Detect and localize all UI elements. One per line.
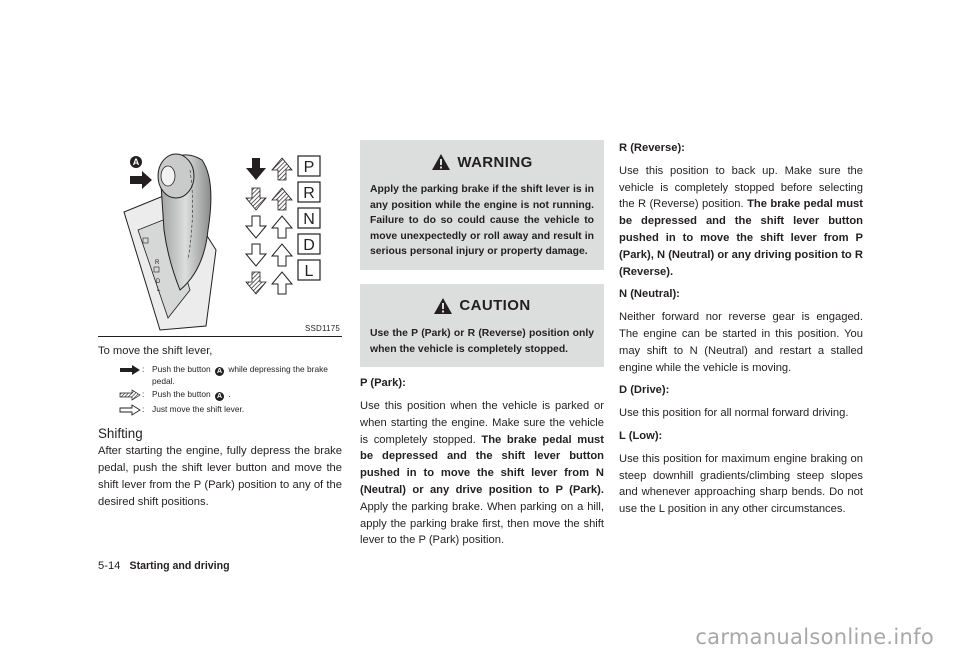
svg-text:R: R [155,260,160,266]
caution-text: Use the P (Park) or R (Reverse) position only when the vehicle is completely stopped. [370,327,594,355]
outline-arrow-icon [118,404,142,416]
gear-letter-p: P [303,159,315,176]
warning-icon [431,153,451,171]
hatched-arrow-icon [118,389,142,401]
gear-letter-r: R [303,185,315,202]
arrow-row-r [246,182,320,210]
legend-text-post: . [228,389,231,400]
reverse-text: Use this position to back up. Make sure the vehicle is completely stopped before selecting the R (Reverse) position. [619,164,863,211]
button-a-badge: A [216,393,223,401]
svg-text:L: L [157,287,161,293]
shift-lever-illustration [98,140,342,336]
gear-letter-n: N [303,211,315,228]
shifting-paragraph: After starting the engine, fully depress the brake pedal, push the shift lever button and move the shift lever from the P (Park) position to any of the desired shift positions. [98,445,342,508]
warning-text: Apply the parking brake if the shift lever is in any position while the engine is not running. Failure to do so could cause the vehicle to move unexpectedly or roll away and result in serious personal injury or property damage. [370,184,594,258]
callout-a-label: A [132,157,140,167]
reverse-paragraph [619,163,863,281]
legend-text-pre: Just move the shift lever. [152,404,245,415]
legend-item: : Push the button A while depressing the brake pedal. [98,364,342,386]
neutral-heading: N (Neutral): [619,288,680,301]
caution-icon [433,297,453,315]
legend-intro: To move the shift lever, [98,345,213,357]
drive-heading: D (Drive): [619,384,670,397]
column-left [98,140,342,510]
reverse-bold-text: The brake pedal must be depressed and the shift lever button pushed in to move the shift lever from P (Park), N (Neutral) or any driving position to R (Reverse). [619,198,863,278]
button-a-badge: A [216,367,223,375]
arrow-legend [98,364,342,416]
svg-text:D: D [156,279,161,285]
park-paragraph [360,398,604,549]
gear-letter-l: L [304,263,314,280]
legend-item: : Just move the shift lever. [98,404,342,416]
warning-title: WARNING [457,153,533,171]
drive-paragraph: Use this position for all normal forward driving. [619,407,849,420]
section-name: Starting and driving [129,560,230,572]
neutral-paragraph: Neither forward nor reverse gear is engaged. The engine can be started in this position. You may shift to N (Neutral) and restart a stalled engine while the vehicle is moving. [619,311,863,374]
column-right [619,140,863,518]
legend-text-pre: Push the button [152,389,211,400]
column-middle [360,140,604,549]
legend-text-post: while depressing the brake pedal. [152,363,328,386]
park-text: Use this position when the vehicle is parked or when starting the engine. Make sure the vehicle is completely stopped. [360,399,604,446]
page-number: 5-14 [98,560,121,572]
figure-id: SSD1175 [304,324,340,333]
watermark: carmanualsonline.info [695,625,934,649]
solid-arrow-icon [118,364,142,376]
low-heading: L (Low): [619,429,663,442]
park-bold-text: The brake pedal must be depressed and the shift lever button pushed in to move the shift lever from N (Neutral) or any drive position to P (Park). [360,433,604,496]
legend-item: : Push the button A . [98,389,342,401]
caution-box [360,284,604,367]
gear-letter-d: D [303,237,315,254]
low-paragraph: Use this position for maximum engine braking on steep downhill gradients/climbing steep slopes and whenever approaching sharp bends. Do not use the L position in any other circumstances. [619,452,863,516]
shift-lever-figure [98,140,342,337]
caution-title: CAUTION [459,297,531,315]
section-heading-shifting: Shifting [98,426,143,442]
arrow-row-p [246,156,320,180]
warning-box [360,140,604,270]
reverse-heading: R (Reverse): [619,142,685,154]
legend-text-pre: Push the button [152,363,211,374]
page-footer [98,560,230,572]
park-text-2: Apply the parking brake. When parking on a hill, apply the parking brake first, then move the shift lever to the P (Park) position. [360,500,604,547]
park-heading: P (Park): [360,377,406,390]
